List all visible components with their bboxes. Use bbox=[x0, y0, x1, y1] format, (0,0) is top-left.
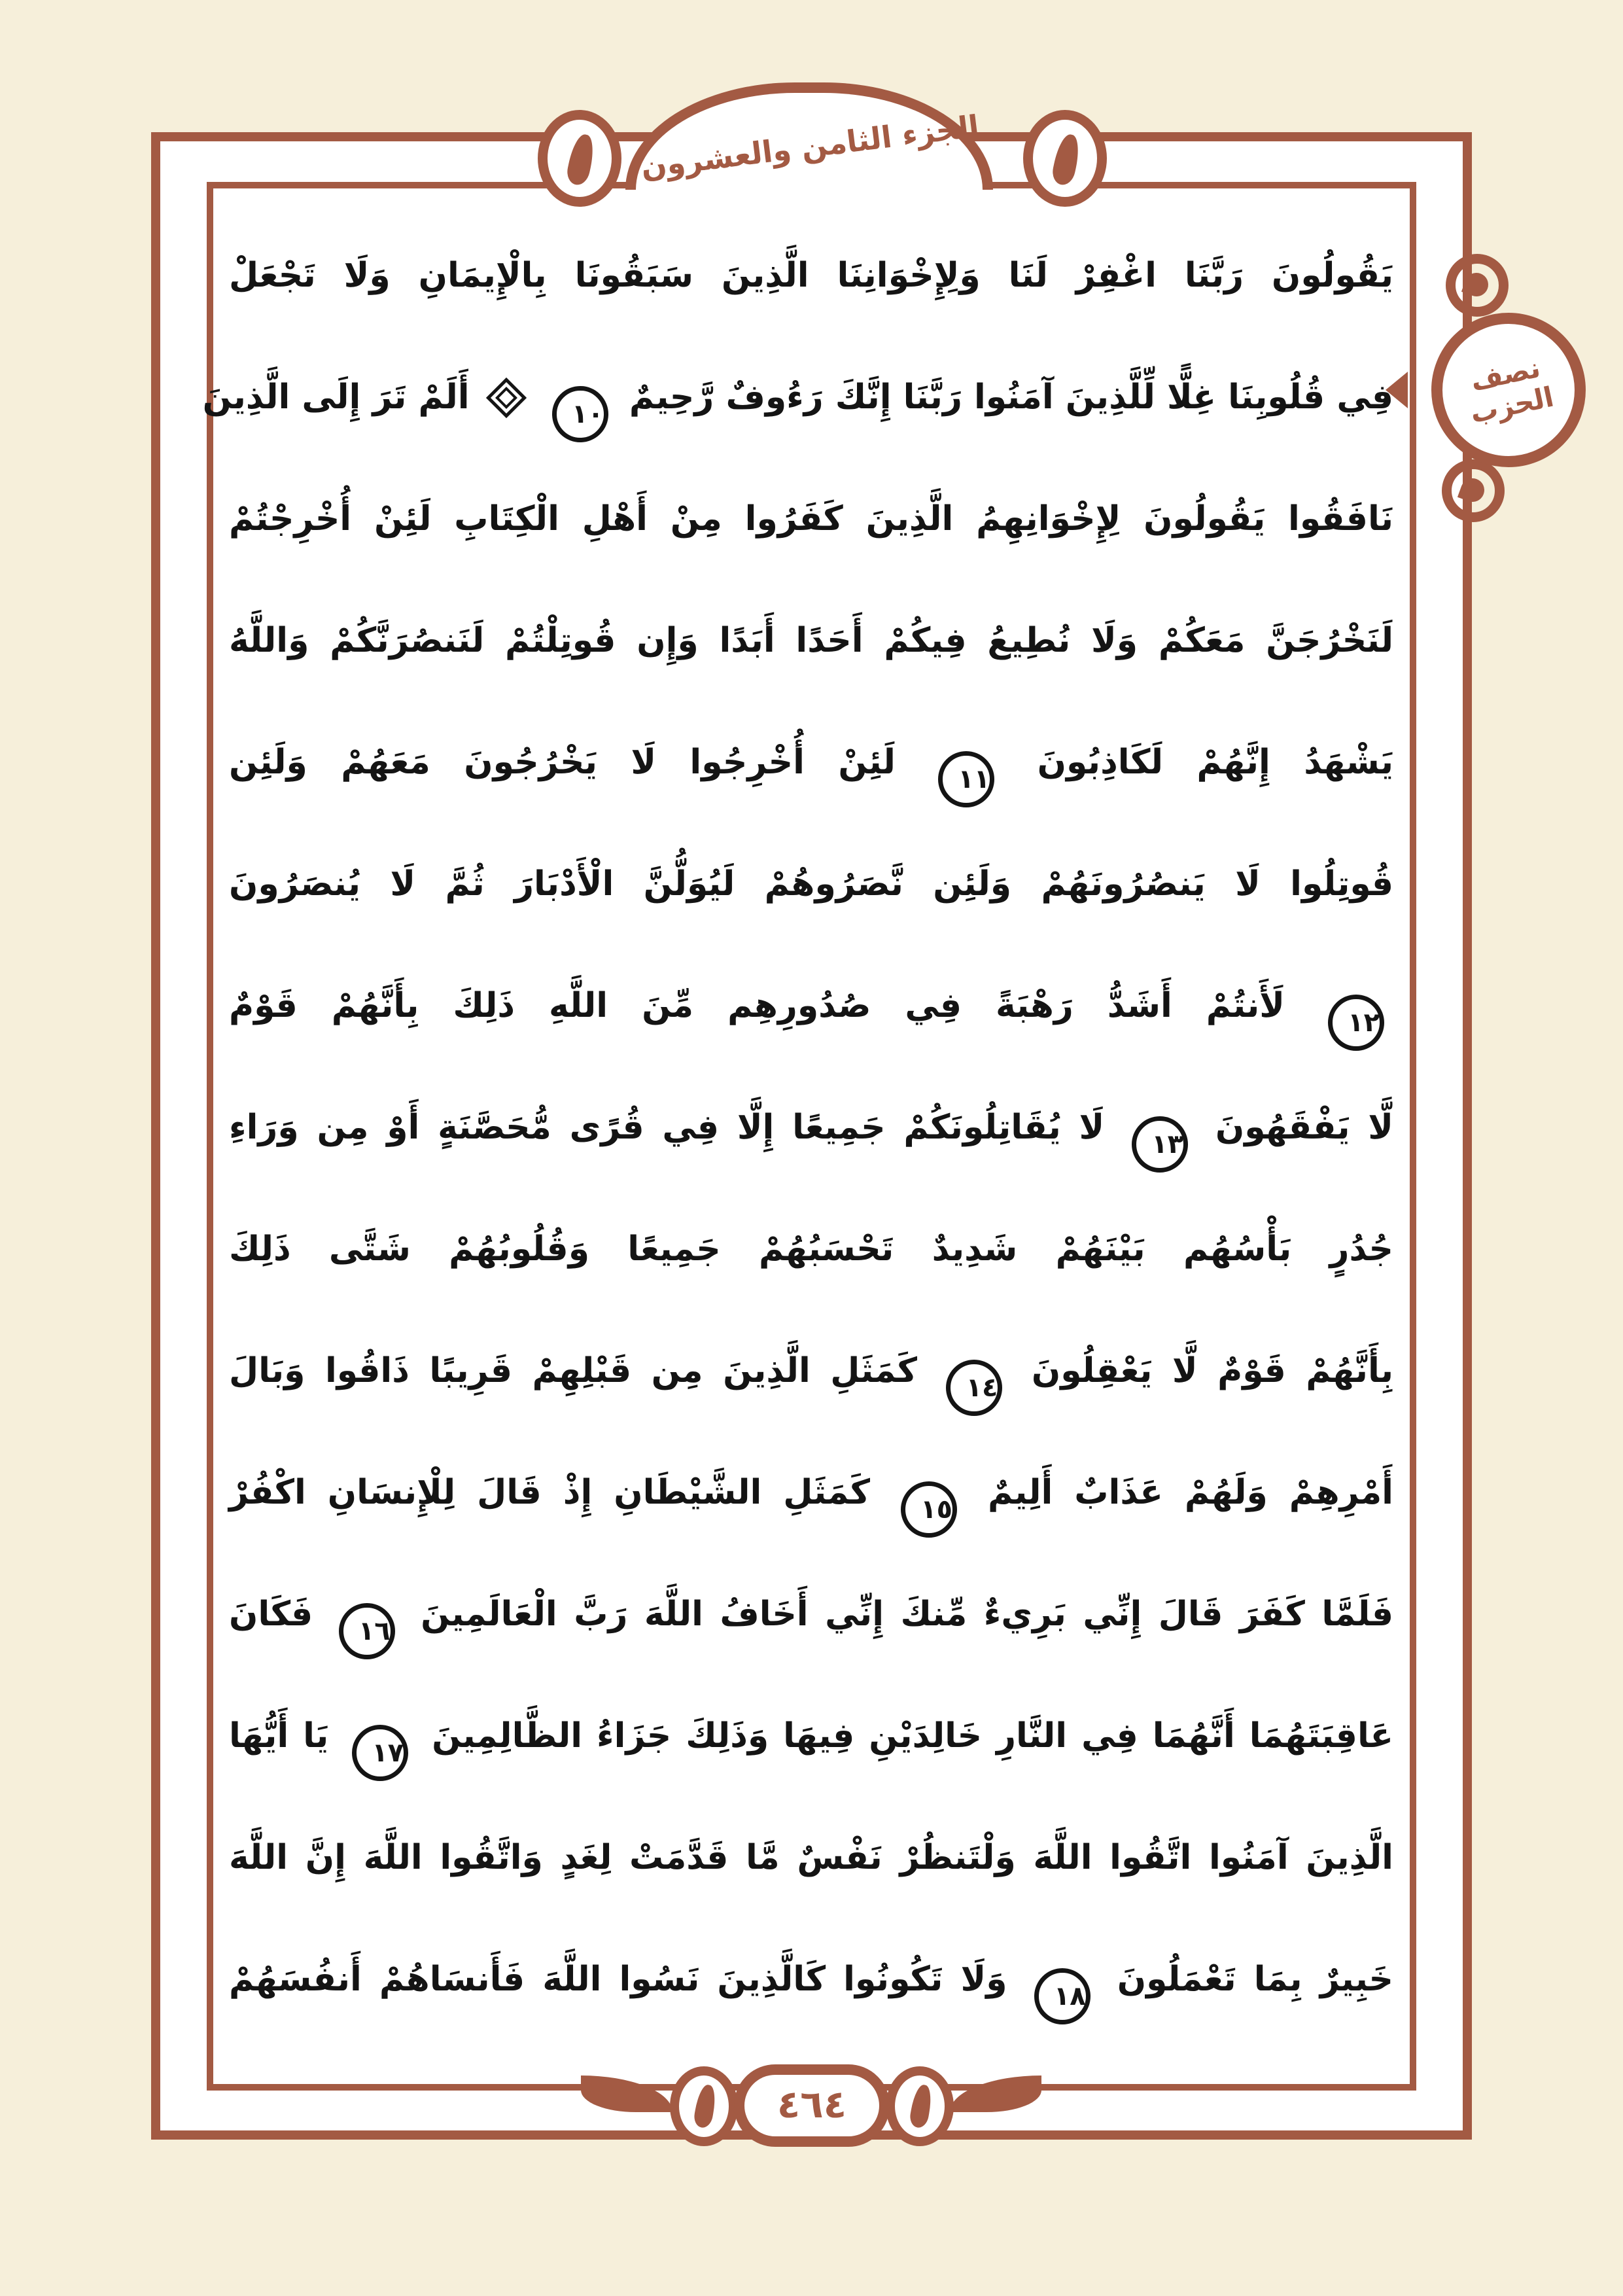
verse-text: لَا يُقَاتِلُونَكُمْ جَمِيعًا إِلَّا فِي قُرًى مُّحَصَّنَةٍ أَوْ مِن وَرَاءِ bbox=[229, 1108, 1105, 1147]
juz-header-cartouche bbox=[625, 82, 993, 190]
verse-text: فَكَانَ bbox=[229, 1595, 313, 1634]
verse-text: أَلَمْ تَرَ إِلَى الَّذِينَ bbox=[202, 378, 470, 417]
verse-text: وَلَا تَكُونُوا كَالَّذِينَ نَسُوا اللَّهَ فَأَنسَاهُمْ أَنفُسَهُمْ bbox=[229, 1960, 1007, 1999]
ayah-end-marker: ١٥ bbox=[901, 1481, 957, 1538]
hizb-marker-label: نصف الحزب bbox=[1467, 351, 1556, 430]
footer-teardrop-ornament-icon bbox=[670, 2066, 738, 2146]
ayah-end-marker: ١٦ bbox=[339, 1603, 395, 1659]
rub-el-hizb-icon bbox=[486, 378, 527, 418]
rosette-ornament-icon bbox=[1446, 254, 1509, 317]
verse-text: لَئِنْ أُخْرِجُوا لَا يَخْرُجُونَ مَعَهُمْ وَلَئِن bbox=[229, 743, 896, 782]
verse-text: يَا أَيُّهَا bbox=[229, 1716, 329, 1756]
verse-text: قُوتِلُوا لَا يَنصُرُونَهُمْ وَلَئِن نَّصَرُوهُمْ لَيُوَلُّنَّ الْأَدْبَارَ ثُمَّ لَا يُنصَرُونَ bbox=[229, 864, 1393, 904]
ayah-end-marker: ١٣ bbox=[1132, 1116, 1188, 1173]
quran-text-line bbox=[229, 1675, 1393, 1797]
quran-text-line bbox=[229, 215, 1393, 336]
verse-text: لَنَخْرُجَنَّ مَعَكُمْ وَلَا نُطِيعُ فِيكُمْ أَحَدًا أَبَدًا وَإِن قُوتِلْتُمْ لَنَنصُرَنَّكُمْ وَاللَّهُ bbox=[229, 621, 1393, 660]
quran-text-line bbox=[229, 823, 1393, 945]
ayah-end-marker: ١١ bbox=[938, 751, 994, 807]
verse-text: لَّا يَفْقَهُونَ bbox=[1215, 1108, 1393, 1147]
page-number: ٤٦٤ bbox=[777, 2082, 847, 2127]
verse-text: خَبِيرٌ بِمَا تَعْمَلُونَ bbox=[1117, 1960, 1393, 1999]
verse-text: جُدُرٍ بَأْسُهُم بَيْنَهُمْ شَدِيدٌ تَحْسَبُهُمْ جَمِيعًا وَقُلُوبُهُمْ شَتَّى ذَلِكَ bbox=[229, 1229, 1393, 1269]
verse-text: كَمَثَلِ الَّذِينَ مِن قَبْلِهِمْ قَرِيبًا ذَاقُوا وَبَالَ bbox=[229, 1351, 917, 1390]
verse-text: فِي قُلُوبِنَا غِلًّا لِّلَّذِينَ آمَنُوا رَبَّنَا إِنَّكَ رَءُوفٌ رَّحِيمٌ bbox=[629, 378, 1393, 417]
quran-text-line bbox=[229, 1797, 1393, 1918]
hizb-medallion bbox=[1431, 313, 1586, 467]
quran-text-line bbox=[229, 1067, 1393, 1188]
juz-title: الجزء الثامن والعشرون bbox=[638, 108, 981, 185]
ayah-end-marker: ١٢ bbox=[1328, 995, 1384, 1051]
verse-text: نَافَقُوا يَقُولُونَ لِإِخْوَانِهِمُ الَّذِينَ كَفَرُوا مِنْ أَهْلِ الْكِتَابِ لَئِنْ أُخْرِجْتُمْ bbox=[229, 499, 1393, 539]
ayah-end-marker: ١٠ bbox=[552, 386, 608, 442]
quran-text-line bbox=[202, 336, 1393, 458]
ayah-end-marker: ١٤ bbox=[946, 1360, 1002, 1416]
quran-text-line bbox=[229, 458, 1393, 580]
quran-text-line bbox=[229, 1432, 1393, 1553]
verse-text: بِأَنَّهُمْ قَوْمٌ لَّا يَعْقِلُونَ bbox=[1031, 1351, 1393, 1390]
verse-text: أَمْرِهِمْ وَلَهُمْ عَذَابٌ أَلِيمٌ bbox=[987, 1473, 1393, 1512]
verse-text: يَشْهَدُ إِنَّهُمْ لَكَاذِبُونَ bbox=[1037, 743, 1393, 782]
quran-text-line bbox=[229, 1310, 1393, 1432]
verse-text: عَاقِبَتَهُمَا أَنَّهُمَا فِي النَّارِ خَالِدَيْنِ فِيهَا وَذَلِكَ جَزَاءُ الظَّالِمِينَ bbox=[432, 1716, 1393, 1756]
quran-text-line bbox=[229, 701, 1393, 823]
quran-text-line bbox=[229, 580, 1393, 701]
quran-text-block bbox=[202, 196, 1400, 2074]
verse-text: كَمَثَلِ الشَّيْطَانِ إِذْ قَالَ لِلْإِنسَانِ اكْفُرْ bbox=[229, 1473, 871, 1512]
page-number-cartouche bbox=[734, 2064, 890, 2147]
quran-text-line bbox=[229, 1553, 1393, 1675]
verse-text: يَقُولُونَ رَبَّنَا اغْفِرْ لَنَا وَلِإِخْوَانِنَا الَّذِينَ سَبَقُونَا بِالْإِيمَانِ وَلَا تَجْعَلْ bbox=[229, 256, 1393, 295]
quran-text-line bbox=[229, 1918, 1393, 2040]
header-teardrop-ornament-icon bbox=[1023, 110, 1107, 207]
ayah-end-marker: ١٨ bbox=[1034, 1968, 1091, 2024]
verse-text: الَّذِينَ آمَنُوا اتَّقُوا اللَّهَ وَلْتَنظُرْ نَفْسٌ مَّا قَدَّمَتْ لِغَدٍ وَاتَّقُوا اللَّهَ إِنَّ اللَّهَ bbox=[229, 1838, 1393, 1877]
footer-teardrop-ornament-icon bbox=[886, 2066, 954, 2146]
quran-text-line bbox=[229, 1188, 1393, 1310]
rosette-ornament-icon bbox=[1442, 459, 1505, 522]
header-teardrop-ornament-icon bbox=[538, 110, 621, 207]
quran-text-line bbox=[229, 945, 1393, 1067]
ayah-end-marker: ١٧ bbox=[352, 1725, 408, 1781]
hizb-pointer-icon bbox=[1386, 372, 1408, 408]
verse-text: لَأَنتُمْ أَشَدُّ رَهْبَةً فِي صُدُورِهِم مِّنَ اللَّهِ ذَلِكَ بِأَنَّهُمْ قَوْمٌ bbox=[229, 986, 1285, 1025]
verse-text: فَلَمَّا كَفَرَ قَالَ إِنِّي بَرِيءٌ مِّنكَ إِنِّي أَخَافُ اللَّهَ رَبَّ الْعَالَمِينَ bbox=[421, 1595, 1393, 1634]
